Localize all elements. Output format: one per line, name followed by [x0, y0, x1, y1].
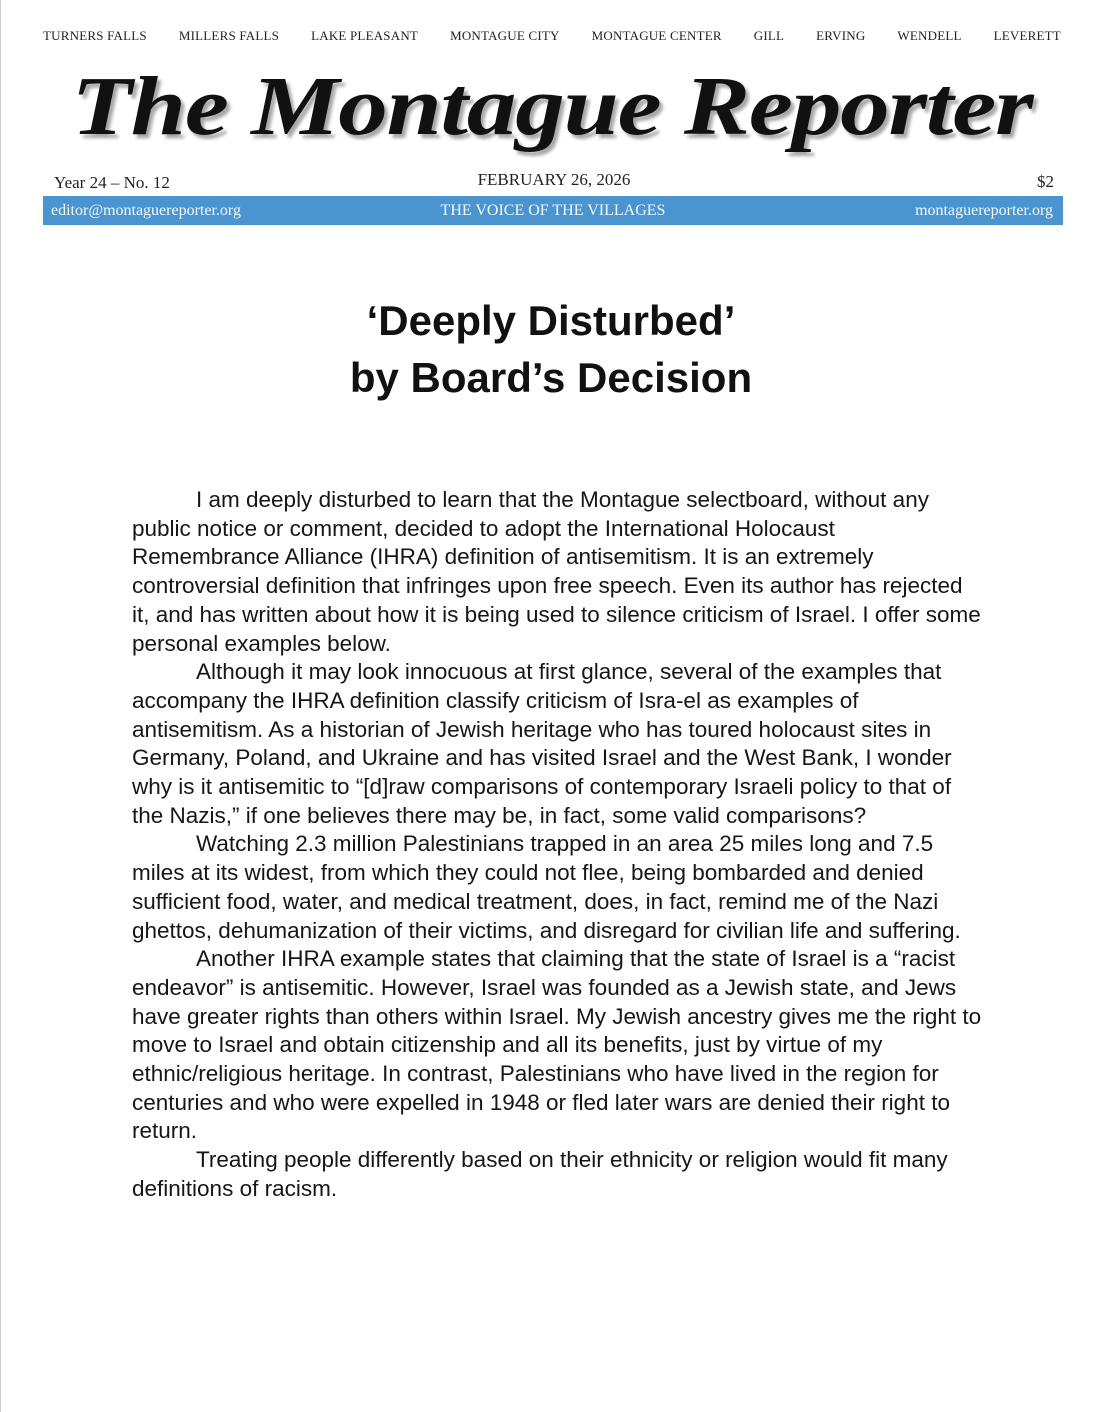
- article-paragraph: Another IHRA example states that claiming that the state of Israel is a “racist endeavor” is antisemitic. However, Israel was founded as a Jewish state, and Jews have greater rights than others within Israel. My Jewish ancestry gives me the right to move to Israel and obtain citizenship and all its benefits, just by virtue of my ethnic/religious heritage. In contrast, Palestinians who have lived in the region for centuries and who were expelled in 1948 or fled later wars are denied their right to return.: [132, 946, 982, 1144]
- village-name: MONTAGUE CENTER: [591, 28, 722, 43]
- article-paragraph: Watching 2.3 million Palestinians trapped in an area 25 miles long and 7.5 miles at its widest, from which they could not flee, being bombarded and denied sufficient food, water, and medical treatment, does, in fact, remind me of the Nazi ghettos, dehumanization of their victims, and disregard for civilian life and suffering.: [132, 831, 961, 943]
- issue-info-row: [54, 170, 1054, 194]
- headline-line-2: by Board’s Decision: [349, 354, 753, 401]
- village-name: LEVERETT: [993, 28, 1061, 43]
- issue-number: Year 24 – No. 12: [54, 173, 170, 192]
- newspaper-masthead-logo: The Montague Reporter: [71, 60, 1033, 153]
- village-name: WENDELL: [897, 28, 962, 43]
- village-name: LAKE PLEASANT: [311, 28, 419, 43]
- village-name: MONTAGUE CITY: [450, 28, 560, 43]
- issue-date: FEBRUARY 26, 2026: [477, 170, 631, 189]
- article-paragraph: Treating people differently based on their ethnicity or religion would fit many definitions of racism.: [132, 1147, 948, 1201]
- website-link[interactable]: montaguereporter.org: [915, 202, 1053, 219]
- article-paragraph: Although it may look innocuous at first glance, several of the examples that accompany the IHRA definition classify criticism of Isra-el as examples of antisemitism. As a historian of Jewish heritage who has toured holocaust sites in Germany, Poland, and Ukraine and has visited Israel and the West Bank, I wonder why is it antisemitic to “[d]raw comparisons of contemporary Israeli policy to that of the Nazis,” if one believes there may be, in fact, some valid comparisons?: [132, 659, 952, 828]
- village-name: ERVING: [816, 28, 866, 43]
- article-paragraph: I am deeply disturbed to learn that the Montague selectboard, without any public notice or comment, decided to adopt the International Holocaust Remembrance Alliance (IHRA) definition of antisemitism. It is an extremely controversial definition that infringes upon free speech. Even its author has rejected it, and has written about how it is being used to silence criticism of Israel. I offer some personal examples below.: [132, 487, 981, 656]
- editor-email-link[interactable]: editor@montaguereporter.org: [51, 202, 241, 219]
- village-name: MILLERS FALLS: [178, 28, 280, 43]
- article-headline: [1, 292, 1100, 406]
- issue-price: $2: [1037, 172, 1054, 191]
- village-name: TURNERS FALLS: [43, 28, 147, 43]
- tagline: THE VOICE OF THE VILLAGES: [440, 202, 666, 219]
- village-name: GILL: [753, 28, 785, 43]
- masthead-banner: [43, 196, 1063, 225]
- article-body: [132, 486, 982, 1204]
- village-list: [43, 28, 1061, 44]
- headline-line-1: ‘Deeply Disturbed’: [366, 297, 736, 344]
